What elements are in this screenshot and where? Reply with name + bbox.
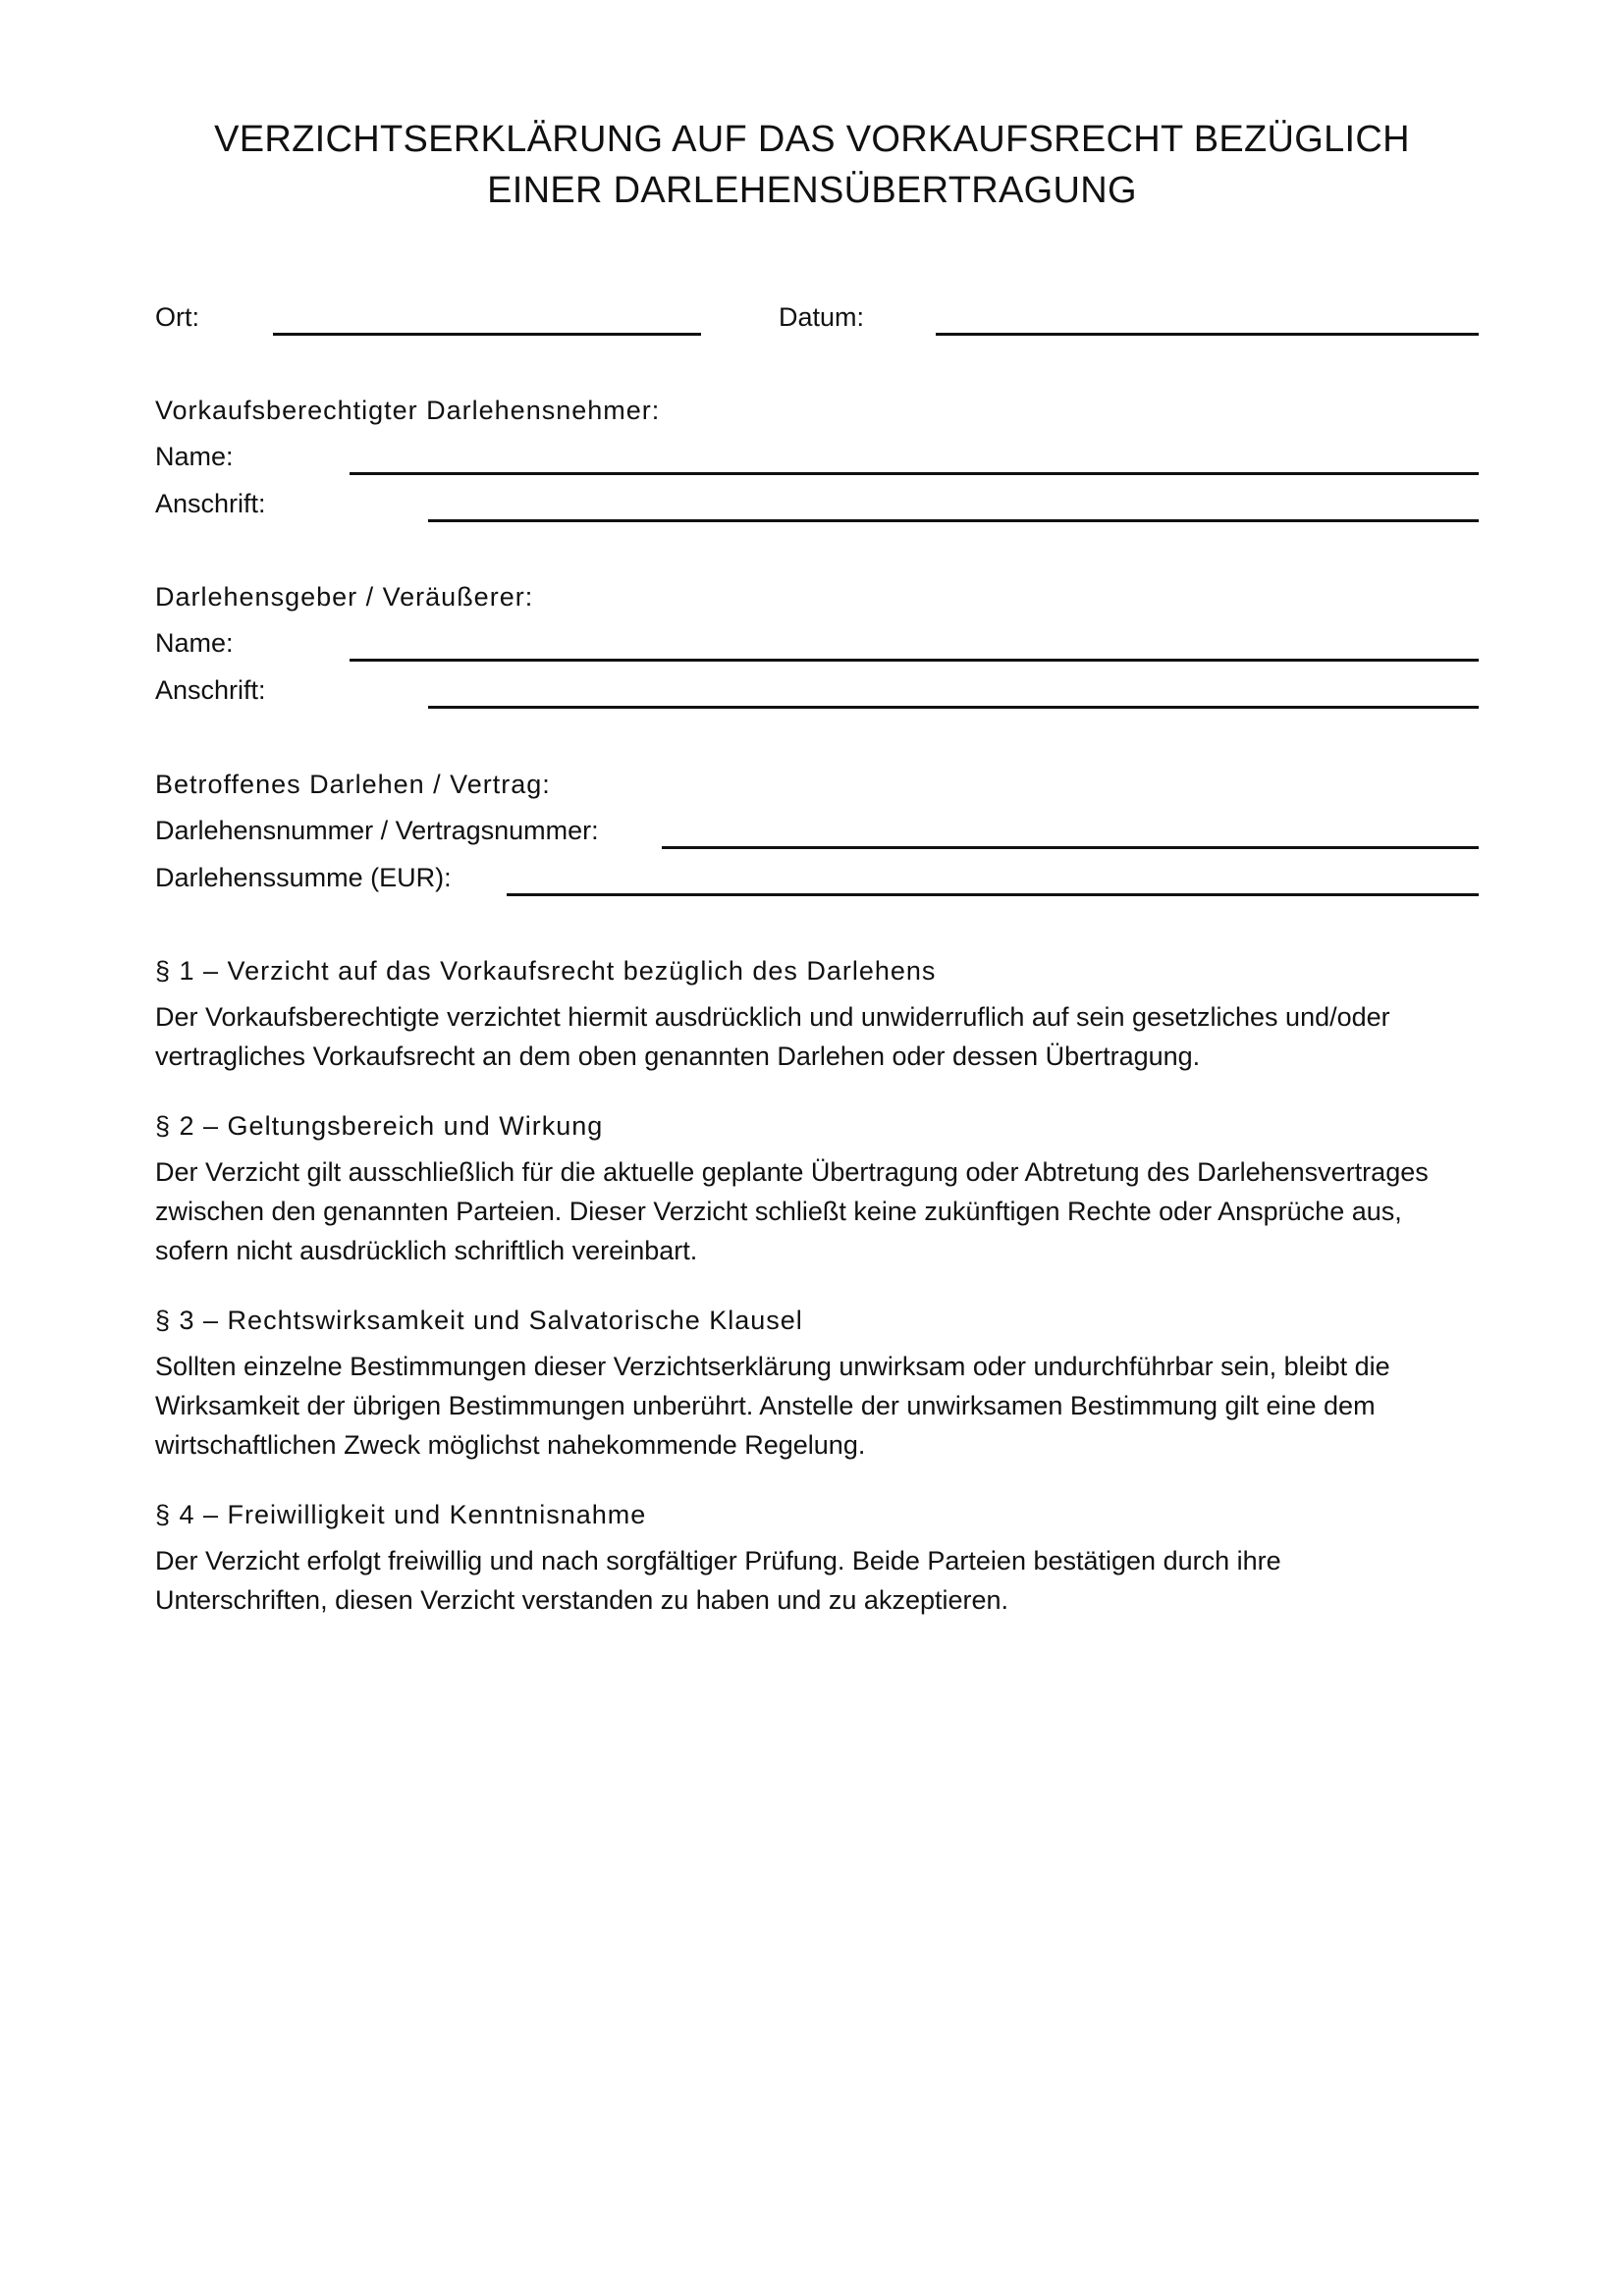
section-1-heading: § 1 – Verzicht auf das Vorkaufsrecht bezüglich des Darlehens [155,956,937,986]
loan-amount-field[interactable] [507,893,1479,896]
section-3-line-1: Sollten einzelne Bestimmungen dieser Verzichtserklärung unwirksam oder undurchführbar sein, bleibt die [155,1352,1390,1381]
loan-number-field[interactable] [662,846,1479,849]
section-4-line-1: Der Verzicht erfolgt freiwillig und nach sorgfältiger Prüfung. Beide Parteien bestätigen durch ihre [155,1546,1281,1575]
title-line-1: VERZICHTSERKLÄRUNG AUF DAS VORKAUFSRECHT BEZÜGLICH [214,119,1410,160]
lender-section-label: Darlehensgeber / Veräußerer: [155,582,534,612]
lender-address-label: Anschrift: [155,675,266,705]
loan-section-label: Betroffenes Darlehen / Vertrag: [155,770,551,799]
date-field[interactable] [936,333,1479,336]
section-4-heading: § 4 – Freiwilligkeit und Kenntnisnahme [155,1500,647,1529]
borrower-section-label: Vorkaufsberechtigter Darlehensnehmer: [155,396,661,425]
section-2-line-1: Der Verzicht gilt ausschließlich für die aktuelle geplante Übertragung oder Abtretung des Darlehensvertrages [155,1157,1429,1187]
section-3-body [155,1347,1481,1465]
date-label: Datum: [779,302,865,332]
section-4-line-2: Unterschriften, diesen Verzicht verstanden zu haben und zu akzeptieren. [155,1585,1009,1615]
lender-name-field[interactable] [350,659,1479,662]
section-3-heading: § 3 – Rechtswirksamkeit und Salvatorische Klausel [155,1306,803,1335]
loan-number-label: Darlehensnummer / Vertragsnummer: [155,816,599,845]
section-4-body [155,1541,1481,1620]
section-3-line-3: wirtschaftlichen Zweck möglichst nahekommende Regelung. [155,1430,866,1460]
section-1-line-1: Der Vorkaufsberechtigte verzichtet hiermit ausdrücklich und unwiderruflich auf sein gesetzliches und/oder [155,1002,1390,1032]
borrower-address-field[interactable] [428,519,1479,522]
section-3-line-2: Wirksamkeit der übrigen Bestimmungen unberührt. Anstelle der unwirksamen Bestimmung gilt eine dem [155,1391,1376,1420]
section-2-line-3: sofern nicht ausdrücklich schriftlich vereinbart. [155,1236,698,1265]
section-1-line-2: vertragliches Vorkaufsrecht an dem oben genannten Darlehen oder dessen Übertragung. [155,1041,1201,1071]
title-line-2: EINER DARLEHENSÜBERTRAGUNG [487,170,1137,211]
document-title [0,114,1624,216]
loan-amount-label: Darlehenssumme (EUR): [155,863,452,892]
lender-address-field[interactable] [428,706,1479,709]
borrower-address-label: Anschrift: [155,489,266,518]
section-2-body [155,1152,1481,1270]
borrower-name-label: Name: [155,442,234,471]
place-field[interactable] [273,333,701,336]
section-1-body [155,997,1481,1076]
place-label: Ort: [155,302,199,332]
section-2-heading: § 2 – Geltungsbereich und Wirkung [155,1111,604,1141]
section-2-line-2: zwischen den genannten Parteien. Dieser Verzicht schließt keine zukünftigen Rechte oder Ansprüche aus, [155,1197,1402,1226]
lender-name-label: Name: [155,628,234,658]
borrower-name-field[interactable] [350,472,1479,475]
